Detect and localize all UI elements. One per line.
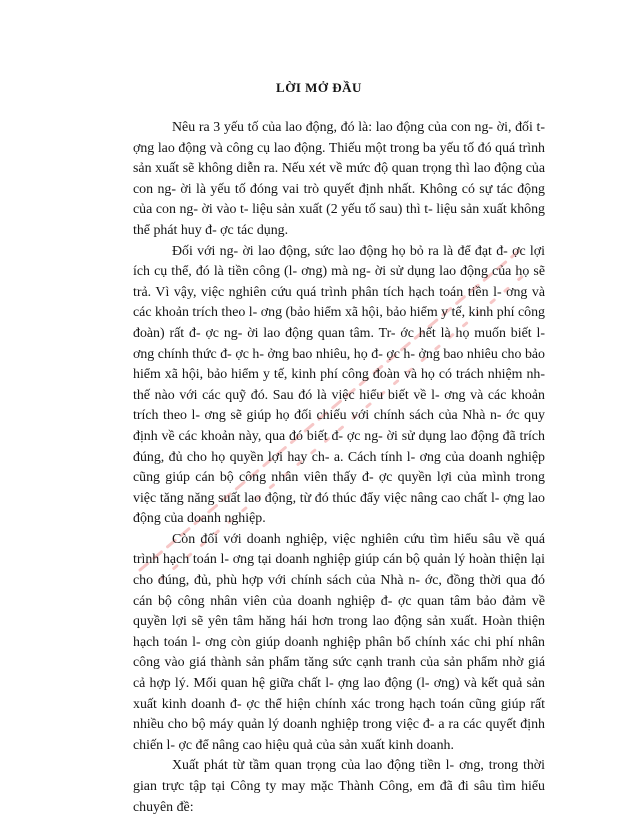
paragraph: Đối với ng- ời lao động, sức lao động họ bỏ ra là để đạt đ- ợc lợi ích cụ thể, đó là tiền công (l- ơng) mà ng- ời sử dụng lao động của họ sẽ trả. Vì vậy, việc nghiên cứu quá trình phân tích hạch toán tiền l- ơng và các khoản trích theo l- ơng (bảo hiểm xã hội, bảo hiểm y tế, kinh phí công đoàn) rất đ- ợc ng- ời lao động quan tâm. Tr- ớc hết là họ muốn biết l- ơng chính thức đ- ợc h- ởng bao nhiêu, họ đ- ợc h- ởng bao nhiêu cho bảo hiểm xã hội, bảo hiểm y tế, kinh phí công đoàn và họ có trách nhiệm nh- thế nào với các quỹ đó. Sau đó là việc hiểu biết về l- ơng và các khoản trích theo l- ơng sẽ giúp họ đối chiếu với chính sách của Nhà n- ớc quy định về các khoản này, qua đó biết đ- ợc ng- ời sử dụng lao động đã trích đúng, đủ cho họ quyền lợi hay ch- a. Cách tính l- ơng của doanh nghiệp cũng giúp cán bộ công nhân viên thấy đ- ợc quyền lợi của mình trong việc tăng năng suất lao động, từ đó thúc đẩy việc nâng cao chất l- ợng lao động của doanh nghiệp.: [133, 243, 545, 527]
document-body: [133, 118, 545, 818]
page-title: LỜI MỞ ĐẦU: [276, 80, 362, 95]
paragraph: Còn đối với doanh nghiệp, việc nghiên cứu tìm hiểu sâu về quá trình hạch toán l- ơng tại doanh nghiệp giúp cán bộ quản lý hoàn thiện lại cho đúng, đủ, phù hợp với chính sách của Nhà n- ớc, đồng thời qua đó cán bộ công nhân viên của doanh nghiệp đ- ợc quan tâm bảo đảm về quyền lợi sẽ yên tâm hăng hái hơn trong lao động sản xuất. Hoàn thiện hạch toán l- ơng còn giúp doanh nghiệp phân bổ chính xác chi phí nhân công vào giá thành sản phẩm tăng sức cạnh tranh của sản phẩm nhờ giá cả hợp lý. Mối quan hệ giữa chất l- ợng lao động (l- ơng) và kết quả sản xuất kinh doanh đ- ợc thể hiện chính xác trong hạch toán cũng giúp rất nhiều cho bộ máy quản lý doanh nghiệp trong việc đ- a ra các quyết định chiến l- ợc để nâng cao hiệu quả của sản xuất kinh doanh.: [133, 531, 545, 753]
paragraph: Nêu ra 3 yếu tố của lao động, đó là: lao động của con ng- ời, đối t- ợng lao động và công cụ lao động. Thiếu một trong ba yếu tố đó quá trình sản xuất sẽ không diễn ra. Nếu xét về mức độ quan trọng thì lao động của con ng- ời là yếu tố đóng vai trò quyết định nhất. Không có sự tác động của con ng- ời vào t- liệu sản xuất (2 yếu tố sau) thì t- liệu sản xuất không thể phát huy đ- ợc tác dụng.: [133, 120, 545, 238]
paragraph: Xuất phát từ tầm quan trọng của lao động tiền l- ơng, trong thời gian trực tập tại Công ty may mặc Thành Công, em đã đi sâu tìm hiểu chuyên đề:: [133, 758, 545, 815]
